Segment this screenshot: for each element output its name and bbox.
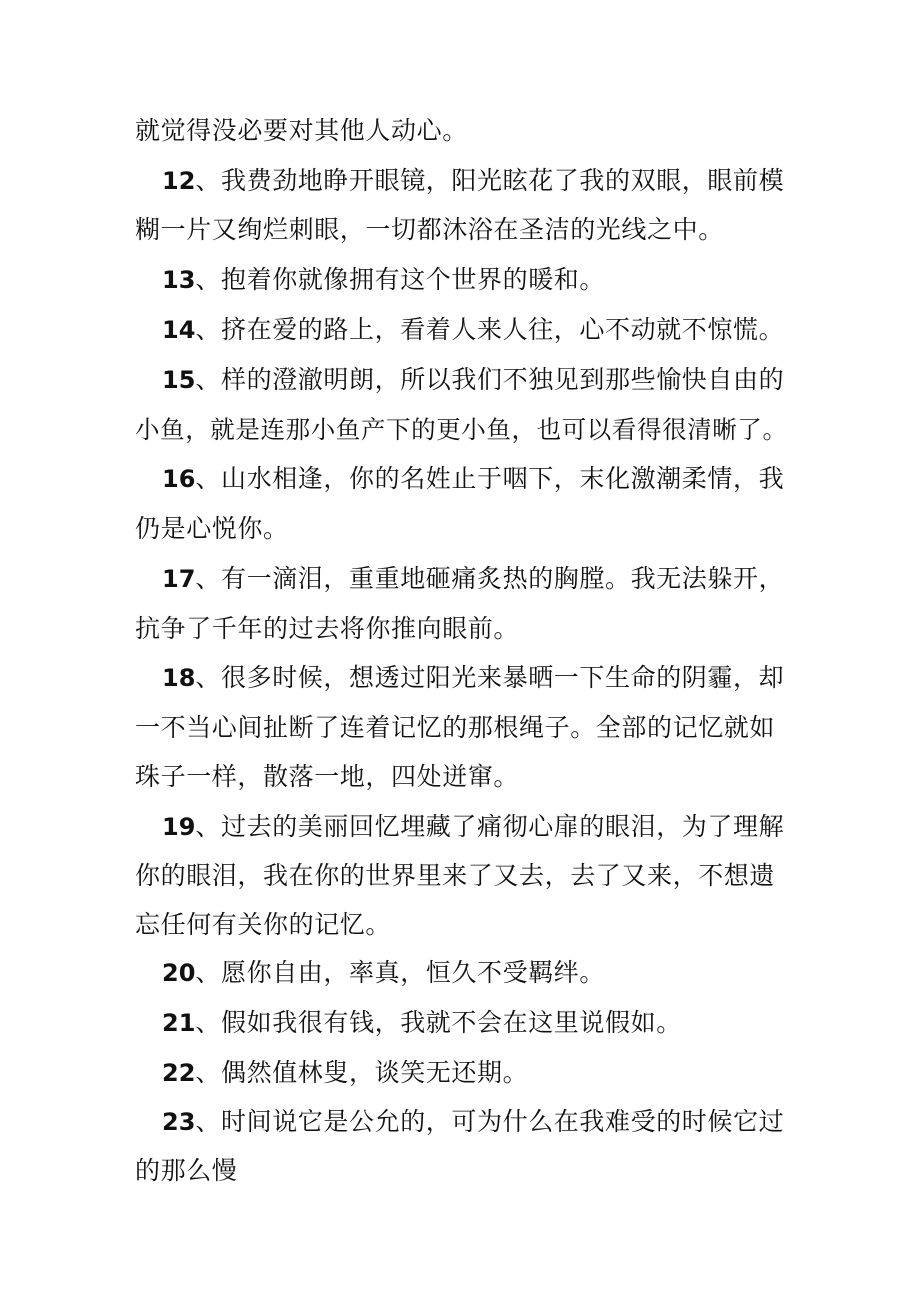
item-text: 、过去的美丽回忆埋藏了痛彻心扉的眼泪，为了理解: [195, 812, 785, 841]
list-item-17: [162, 564, 795, 594]
item-number: 17: [162, 565, 196, 593]
continuation-text: 就觉得没必要对其他人动心。: [135, 116, 468, 145]
list-item-20: [162, 958, 795, 988]
item-number: 23: [162, 1108, 196, 1136]
list-item-16: [162, 464, 795, 494]
list-item-17-continuation: [135, 614, 795, 644]
list-item-23-continuation: [135, 1156, 795, 1186]
item-text: 、假如我很有钱，我就不会在这里说假如。: [195, 1008, 682, 1037]
item-number: 16: [162, 465, 196, 493]
item-number: 21: [162, 1009, 196, 1037]
continuation-line: [135, 116, 795, 146]
item-text: 、有一滴泪，重重地砸痛炙热的胸膛。我无法躲开，: [195, 564, 785, 593]
list-item-18: [162, 663, 795, 693]
item-number: 19: [162, 813, 196, 841]
item-number: 20: [162, 959, 196, 987]
item-text: 珠子一样，散落一地，四处迸窜。: [135, 762, 520, 791]
list-item-14: [162, 315, 795, 345]
item-number: 18: [162, 664, 196, 692]
item-text: 的那么慢: [135, 1156, 238, 1185]
item-number: 13: [162, 266, 196, 294]
item-text: 糊一片又绚烂刺眼，一切都沐浴在圣洁的光线之中。: [135, 215, 724, 244]
list-item-15: [162, 365, 795, 395]
item-text: 、愿你自由，率真，恒久不受羁绊。: [195, 958, 606, 987]
item-text: 、挤在爱的路上，看着人来人往，心不动就不惊慌。: [195, 315, 785, 344]
item-text: 忘任何有关你的记忆。: [135, 910, 392, 939]
item-text: 、很多时候，想透过阳光来暴晒一下生命的阴霾，却: [195, 663, 785, 692]
item-text: 抗争了千年的过去将你推向眼前。: [135, 614, 520, 643]
item-text: 你的眼泪，我在你的世界里来了又去，去了又来，不想遗: [135, 861, 776, 890]
item-number: 14: [162, 316, 196, 344]
item-text: 、山水相逢，你的名姓止于咽下，末化激潮柔情，我: [195, 464, 785, 493]
item-text: 、偶然值林叟，谈笑无还期。: [195, 1058, 529, 1087]
item-text: 、我费劲地睁开眼镜，阳光眩花了我的双眼，眼前模: [195, 166, 785, 195]
item-text: 、样的澄澈明朗，所以我们不独见到那些愉快自由的: [195, 365, 785, 394]
item-number: 22: [162, 1059, 196, 1087]
list-item-19: [162, 812, 795, 842]
list-item-18-continuation: [135, 762, 795, 792]
item-number: 15: [162, 366, 196, 394]
list-item-12-continuation: [135, 215, 795, 245]
item-text: 小鱼，就是连那小鱼产下的更小鱼，也可以看得很清晰了。: [135, 415, 788, 444]
list-item-19-continuation: [135, 910, 795, 940]
list-item-13: [162, 265, 795, 295]
list-item-18-continuation: [135, 713, 795, 743]
item-text: 、时间说它是公允的，可为什么在我难受的时候它过: [195, 1107, 785, 1136]
list-item-21: [162, 1008, 795, 1038]
list-item-22: [162, 1058, 795, 1088]
item-text: 一不当心间扯断了连着记忆的那根绳子。全部的记忆就如: [135, 713, 776, 742]
list-item-23: [162, 1107, 795, 1137]
item-number: 12: [162, 167, 196, 195]
list-item-12: [162, 166, 795, 196]
list-item-15-continuation: [135, 415, 795, 445]
item-text: 、抱着你就像拥有这个世界的暖和。: [195, 265, 606, 294]
list-item-16-continuation: [135, 514, 795, 544]
list-item-19-continuation: [135, 861, 795, 891]
item-text: 仍是心悦你。: [135, 514, 289, 543]
